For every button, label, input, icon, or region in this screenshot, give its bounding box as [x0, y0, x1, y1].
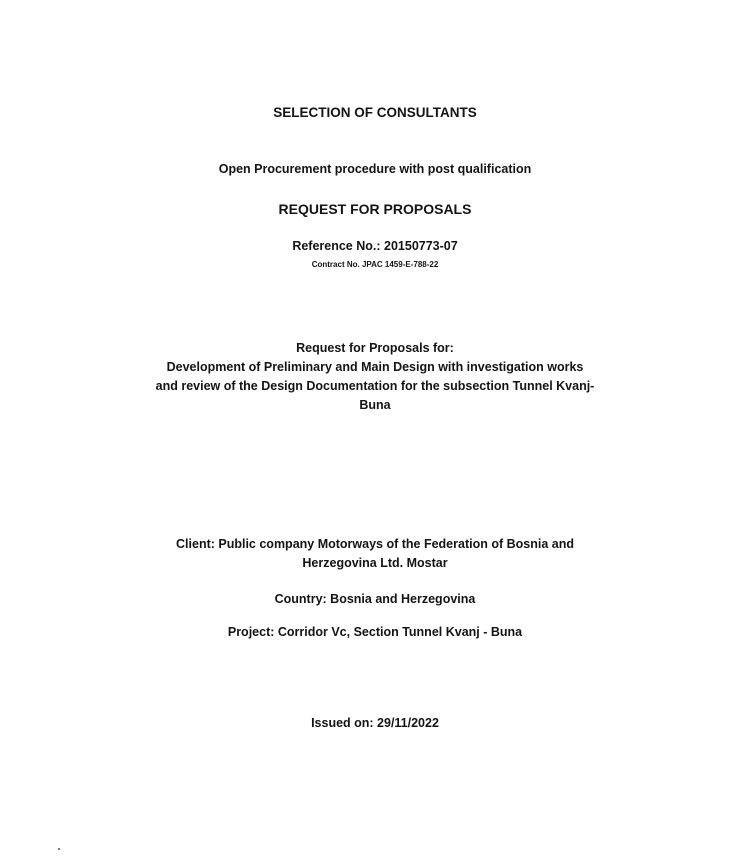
rfp-for-line: and review of the Design Documentation for the subsection Tunnel Kvanj-: [155, 379, 595, 393]
project: Project: Corridor Vc, Section Tunnel Kvanj - Buna: [227, 625, 523, 639]
procurement-procedure: Open Procurement procedure with post qualification: [218, 162, 532, 176]
scan-speck: [58, 848, 60, 850]
section-heading: SELECTION OF CONSULTANTS: [273, 105, 477, 120]
contract-number: Contract No. JPAC 1459-E-788-22: [311, 260, 439, 269]
reference-number: Reference No.: 20150773-07: [292, 239, 458, 253]
issue-date: Issued on: 29/11/2022: [311, 716, 439, 730]
client-line: Herzegovina Ltd. Mostar: [302, 556, 448, 570]
country: Country: Bosnia and Herzegovina: [274, 592, 476, 606]
rfp-for-label: Request for Proposals for:: [296, 341, 454, 355]
rfp-for-line: Buna: [359, 398, 391, 412]
rfp-for-line: Development of Preliminary and Main Design with investigation works: [166, 360, 584, 374]
rfp-description: [120, 339, 630, 415]
client-line: Client: Public company Motorways of the Federation of Bosnia and: [176, 537, 574, 551]
client-info: [140, 535, 610, 573]
document-title: REQUEST FOR PROPOSALS: [278, 201, 472, 217]
